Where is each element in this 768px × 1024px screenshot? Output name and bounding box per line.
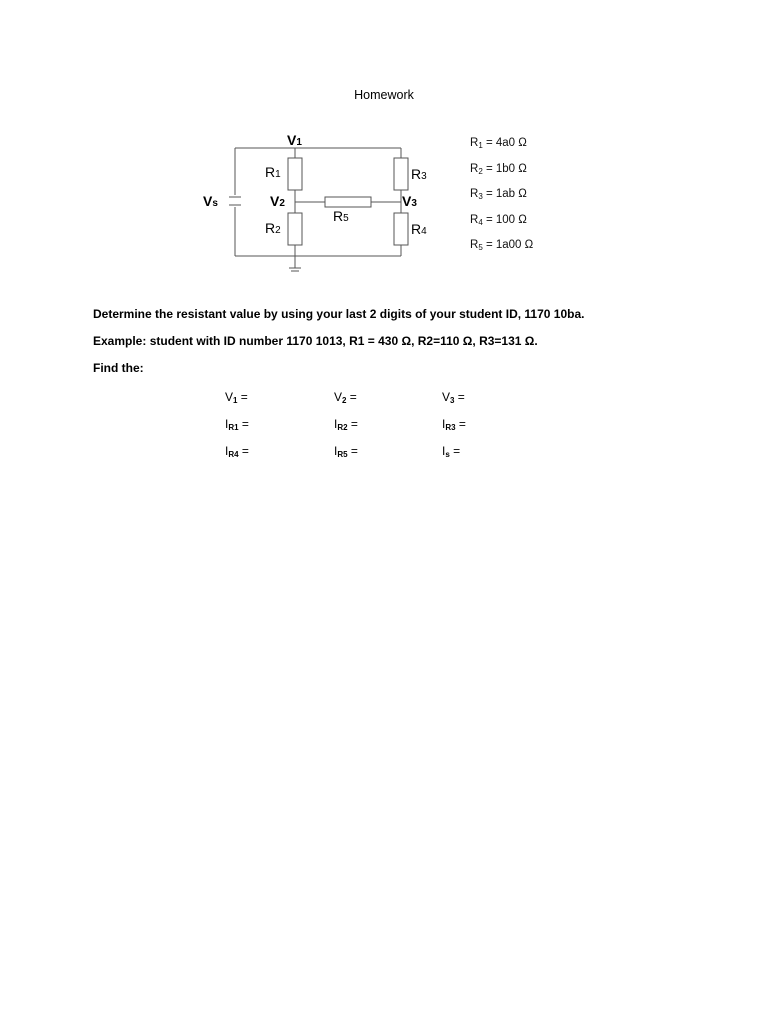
node-v1-label: V xyxy=(287,132,297,148)
svg-text:R3: R3 xyxy=(411,166,427,182)
find-ir1: $I_{R1}$ = xyxy=(225,417,249,432)
svg-text:R5: R5 xyxy=(333,208,349,224)
resistor-values xyxy=(470,137,533,265)
r4-label: R xyxy=(411,221,422,237)
svg-text:Vs: Vs xyxy=(203,193,218,209)
resistor-value-r3: $R_3 = 1ab$ Ω xyxy=(470,188,527,201)
source-label: V xyxy=(203,193,213,209)
find-v2: $V_2$ = xyxy=(334,390,357,405)
svg-text:V1: V1 xyxy=(287,132,302,148)
page-title: Homework xyxy=(354,88,414,102)
node-v3-label: V xyxy=(402,193,412,209)
find-ir3: $I_{R3}$ = xyxy=(442,417,466,432)
node-v2-label: V xyxy=(270,193,280,209)
find-v3: $V_3$ = xyxy=(442,390,465,405)
r1-label: R xyxy=(265,164,276,180)
find-ir5: $I_{R5}$ = xyxy=(334,444,358,459)
instruction-paragraph: Determine the resistant value by using your last 2 digits of your student ID, 1170 10ba. xyxy=(93,307,585,321)
r3-label: R xyxy=(411,166,422,182)
find-is: $I_s$ = xyxy=(442,444,461,459)
resistor-value-r1: $R_1 = 4a0$ Ω xyxy=(470,137,527,150)
svg-text:R1: R1 xyxy=(265,164,281,180)
example-paragraph: Example: student with ID number 1170 1013, R1 = 430 Ω, R2=110 Ω, R3=131 Ω. xyxy=(93,334,538,348)
resistor-value-r2: $R_2 = 1b0$ Ω xyxy=(470,162,527,176)
find-v1: $V_1$ = xyxy=(225,390,248,405)
resistor-value-r5: $R_5 = 1a00$ Ω xyxy=(470,239,534,252)
find-ir2: $I_{R2}$ = xyxy=(334,417,358,432)
resistor-value-r4: $R_4 = 100$ Ω xyxy=(470,213,527,227)
find-ir4: $I_{R4}$ = xyxy=(225,444,249,459)
r5-label: R xyxy=(333,208,344,224)
find-heading: Find the: xyxy=(93,361,144,375)
svg-text:R2: R2 xyxy=(265,220,281,236)
svg-text:V2: V2 xyxy=(270,193,285,209)
svg-text:R4: R4 xyxy=(411,221,427,237)
svg-text:V3: V3 xyxy=(402,193,417,209)
r2-label: R xyxy=(265,220,276,236)
